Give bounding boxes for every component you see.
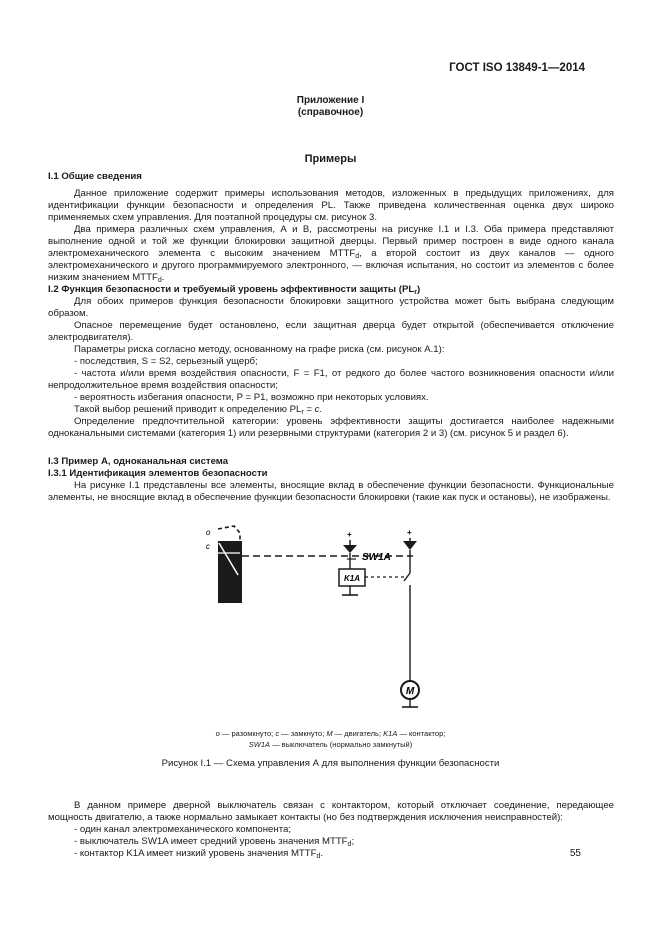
legend-text: — разомкнуто; [219,729,276,738]
paragraph: В данном примере дверной выключатель связан с контактором, который отключает соединение, передающее мощность двигателю, а также нормально замыкает контакты (но без подтверждения исключения неисправностей): [48,800,614,823]
section-safety-function [48,284,614,440]
section-heading: I.1 Общие сведения [48,171,142,182]
k1a-contact [404,573,410,581]
examples-title: Примеры [304,153,357,165]
label-sw1a: SW1A [362,552,391,563]
paragraph: Такой выбор решений приводит к определению $PL_r = c$. [74,404,323,416]
label-closed: c [206,542,210,551]
supply-arrow-right [403,541,417,550]
page-number: 55 [569,848,581,859]
legend-text: c [275,729,280,738]
standard-designation: ГОСТ ISO 13849-1—2014 [449,62,585,74]
supply-plus-right: + [407,528,412,537]
supply-plus-left: + [347,530,352,539]
section-heading: I.3 Пример А, одноканальная система [48,456,229,467]
section-example-a-text [48,800,614,860]
supply-arrow-left [343,545,357,553]
label-k1a: K1A [343,574,361,583]
paragraph: Определение предпочтительной категории: уровень эффективности защиты достигается наиболее надежными одноканальными системами (категория 1) или резервными структурами (категория 2 и 3) (см. рисунок 5 и раздел 6). [48,416,614,439]
section-heading: I.2 Функция безопасности и требуемый уровень эффективности защиты $(PL_r)$ [48,284,421,296]
legend-text: K1A [383,729,398,738]
section-example-a [48,456,614,504]
annex-subtitle: (справочное) [297,107,364,118]
paragraph: Параметры риска согласно методу, основанному на графе риска (см. рисунок А.1): [74,344,445,355]
legend-text: — контактор; [397,729,446,738]
list-item: - один канал электромеханического компонента; [74,824,291,835]
section-general [48,171,614,284]
paragraph: На рисунке I.1 представлены все элементы, вносящие вклад в обеспечение функции безопасности. Функциональные элементы, не вносящие вклад в обеспечение функции безопасности блокировки (такие как пуск и остановы), не изображены. [48,480,614,503]
figure-caption: Рисунок I.1 — Схема управления А для выполнения функции безопасности [161,758,500,769]
figure-legend-line2 [0,740,661,749]
paragraph: Для обоих примеров функция безопасности блокировки защитного устройства может быть выбрана следующим образом. [48,296,614,319]
legend-text: o [215,729,220,738]
list-item: - частота и/или время воздействия опасности, F = F1, от редкого до более частого возникновения опасности и/или непродолжительное время воздействия опасности; [48,368,614,391]
list-item: - последствия, S = S2, серьезный ущерб; [74,356,258,367]
label-motor: M [405,686,415,697]
legend-text: — двигатель; [332,729,384,738]
legend-text: SW1A [248,740,270,749]
list-item: - выключатель SW1A имеет средний уровень значения $MTTF_d$; [74,836,355,848]
door-closed [218,541,242,603]
circuit-diagram [190,523,440,713]
paragraph: Данное приложение содержит примеры использования методов, изложенных в предыдущих приложениях, для идентификации функции безопасности и определения PL. Также приведена количественная оценка двух широко применяемых схем управления. Для поэтапной процедуры см. рисунок 3. [48,188,614,223]
subsection-heading: I.3.1 Идентификация элементов безопасности [48,468,268,479]
paragraph: Опасное перемещение будет остановлено, если защитная дверца будет открытой (обеспечивается отключение электродвигателя). [48,320,614,343]
figure-legend-line1 [0,729,661,738]
list-item: - вероятность избегания опасности, P = P1, возможно при некоторых условиях. [74,392,429,403]
list-item: - контактор K1A имеет низкий уровень значения $MTTF_d$. [74,848,324,860]
paragraph: Два примера различных схем управления, А и В, рассмотрены на рисунке I.1 и I.3. Оба примера представляют выполнение одной и той же функции блокировки защитной дверцы. Первый пример построен в виде одного канала электромеханического элемента с высоким значением $MTTF_d$, а второй состоит из двух каналов — одного электромеханического и другого программируемого электронного, — включая испытания, но состоит из элементов с более низким значением $MTTF_d$. [48,224,614,284]
legend-text: M [326,729,333,738]
legend-text: — выключатель (нормально замкнутый) [270,740,413,749]
annex-title: Приложение I [296,95,365,106]
label-open: o [206,528,211,537]
legend-text: — замкнуто; [279,729,327,738]
